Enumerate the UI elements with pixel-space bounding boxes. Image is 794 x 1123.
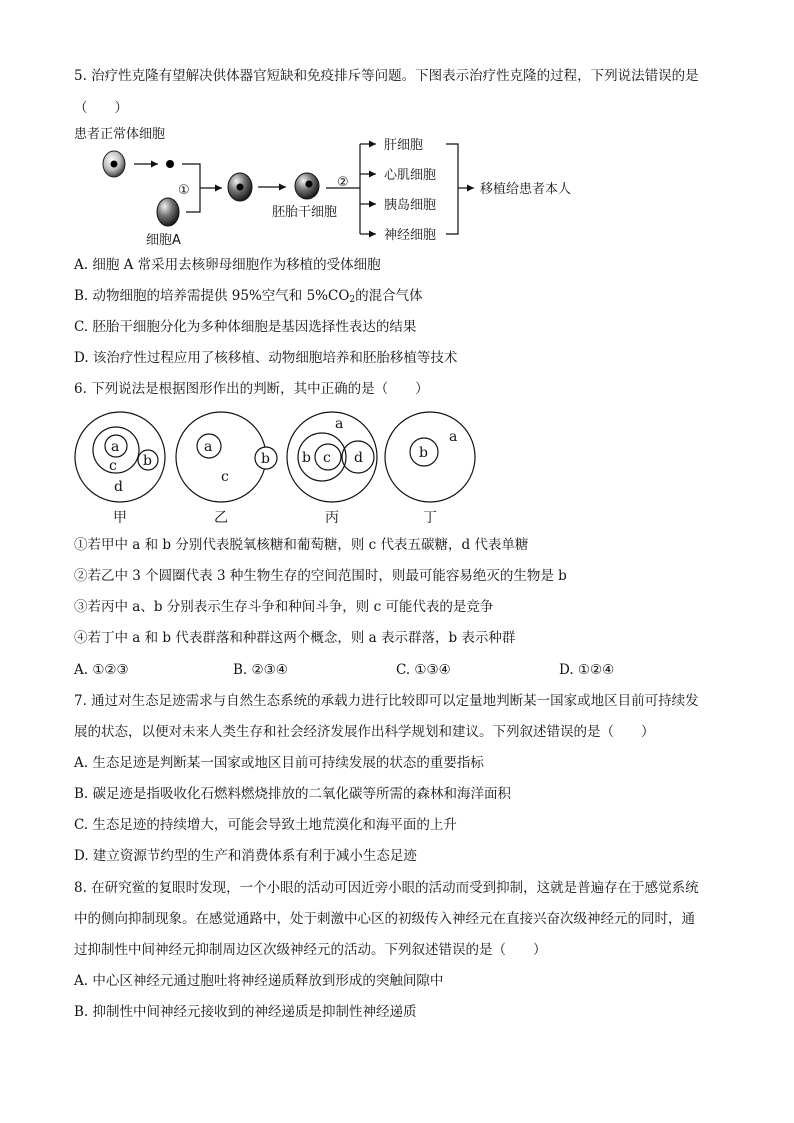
jia-label-d: d bbox=[114, 479, 123, 495]
q5-option-b bbox=[74, 287, 423, 305]
donor-nucleus bbox=[166, 160, 174, 168]
target-cardiac-cell: 心肌细胞 bbox=[384, 168, 437, 183]
stem-cell-label: 胚胎干细胞 bbox=[272, 205, 338, 220]
q7-option-c: C. 生态足迹的持续增大，可能会导致土地荒漠化和海平面的上升 bbox=[74, 817, 457, 833]
figure-jia bbox=[75, 412, 165, 502]
q8-stem-line-3: 过抑制性中间神经元抑制周边区次级神经元的活动。下列叙述错误的是（ ） bbox=[74, 942, 547, 958]
yi-label-b: b bbox=[261, 451, 270, 467]
ding-label-a: a bbox=[449, 429, 458, 445]
q8-option-a: A. 中心区神经元通过胞吐将神经递质释放到形成的突触间隙中 bbox=[74, 973, 444, 989]
ding-outer-circle-a bbox=[385, 412, 475, 502]
cell-a bbox=[157, 198, 179, 226]
q5-option-b-text: B. 动物细胞的培养需提供 95%空气和 5%CO bbox=[74, 288, 350, 304]
q8-stem-line-2: 中的侧向抑制现象。在感觉通路中，处于刺激中心区的初级传入神经元在直接兴奋次级神经元的同时，通 bbox=[74, 911, 695, 927]
q6-stem: 6. 下列说法是根据图形作出的判断，其中正确的是（ ） bbox=[74, 381, 429, 397]
target-liver-cell: 肝细胞 bbox=[384, 138, 424, 153]
figure-bing bbox=[287, 412, 377, 502]
step-2-label: ② bbox=[337, 175, 349, 190]
yi-label-c: c bbox=[221, 469, 229, 485]
patient-cell-nucleus bbox=[111, 161, 118, 168]
bing-label-c: c bbox=[323, 450, 331, 466]
patient-cell-label: 患者正常体细胞 bbox=[74, 127, 166, 142]
venn-figures bbox=[0, 408, 794, 528]
caption-jia: 甲 bbox=[113, 510, 127, 526]
yi-label-a: a bbox=[204, 439, 213, 455]
q5-option-b-tail: 的混合气体 bbox=[355, 288, 423, 304]
q6-statement-2: ②若乙中 3 个圆圈代表 3 种生物生存的空间范围时，则最可能容易绝灭的生物是 b bbox=[74, 568, 567, 584]
figure-ding bbox=[385, 412, 475, 502]
q6-statement-4: ④若丁中 a 和 b 代表群落和种群这两个概念，则 a 表示群落，b 表示种群 bbox=[74, 630, 516, 646]
q7-stem-line-1: 7. 通过对生态足迹需求与自然生态系统的承载力进行比较即可以定量地判断某一国家或地区目前可持续发 bbox=[74, 693, 699, 709]
bing-label-d: d bbox=[354, 450, 363, 466]
ding-label-b: b bbox=[419, 445, 428, 461]
q7-option-a: A. 生态足迹是判断某一国家或地区目前可持续发展的状态的重要指标 bbox=[74, 755, 484, 771]
q6-option-c: C. ①③④ bbox=[396, 662, 451, 678]
caption-yi: 乙 bbox=[214, 510, 228, 526]
reconstructed-egg-nucleus bbox=[237, 184, 244, 191]
q7-option-b: B. 碳足迹是指吸收化石燃料燃烧排放的二氧化碳等所需的森林和海洋面积 bbox=[74, 786, 512, 802]
target-islet-cell: 胰岛细胞 bbox=[384, 198, 437, 213]
bing-label-b: b bbox=[302, 450, 311, 466]
jia-label-a: a bbox=[111, 439, 120, 455]
q5-stem-line-2: （ ） bbox=[74, 100, 128, 116]
figure-yi bbox=[176, 412, 277, 502]
q5-option-b-subscript: 2 bbox=[349, 295, 356, 305]
caption-ding: 丁 bbox=[423, 510, 437, 526]
q5-option-c: C. 胚胎干细胞分化为多种体细胞是基因选择性表达的结果 bbox=[74, 319, 417, 335]
caption-bing: 丙 bbox=[325, 510, 339, 526]
bing-outer-circle-a bbox=[287, 412, 377, 502]
transplant-label: 移植给患者本人 bbox=[480, 182, 572, 197]
jia-label-c: c bbox=[109, 458, 117, 474]
yi-outer-circle bbox=[176, 412, 266, 502]
cloning-diagram bbox=[0, 120, 794, 250]
embryo-cell-nucleus bbox=[306, 181, 313, 188]
bing-label-a: a bbox=[335, 416, 344, 432]
q8-option-b: B. 抑制性中间神经元接收到的神经递质是抑制性神经递质 bbox=[74, 1004, 417, 1020]
branch-bracket-right bbox=[446, 144, 458, 234]
q6-option-a: A. ①②③ bbox=[74, 662, 129, 678]
target-nerve-cell: 神经细胞 bbox=[384, 228, 437, 243]
step-1-label: ① bbox=[178, 183, 190, 198]
q6-option-d: D. ①②④ bbox=[559, 662, 615, 678]
q5-option-d: D. 该治疗性过程应用了核移植、动物细胞培养和胚胎移植等技术 bbox=[74, 350, 458, 366]
q6-statement-3: ③若丙中 a、b 分别表示生存斗争和种间斗争，则 c 可能代表的是竞争 bbox=[74, 599, 494, 615]
q6-statement-1: ①若甲中 a 和 b 分别代表脱氧核糖和葡萄糖，则 c 代表五碳糖，d 代表单糖 bbox=[74, 537, 529, 553]
q6-option-b: B. ②③④ bbox=[233, 662, 288, 678]
cell-a-label: 细胞A bbox=[146, 233, 181, 248]
q7-option-d: D. 建立资源节约型的生产和消费体系有利于减小生态足迹 bbox=[74, 848, 417, 864]
q7-stem-line-2: 展的状态，以便对未来人类生存和社会经济发展作出科学规划和建议。下列叙述错误的是（ ） bbox=[74, 724, 655, 740]
q5-option-a: A. 细胞 A 常采用去核卵母细胞作为移植的受体细胞 bbox=[74, 257, 381, 273]
q5-stem-line-1: 5. 治疗性克隆有望解决供体器官短缺和免疫排斥等问题。下图表示治疗性克隆的过程，下列说法错误的是 bbox=[74, 68, 699, 84]
q8-stem-line-1: 8. 在研究鲎的复眼时发现，一个小眼的活动可因近旁小眼的活动而受到抑制，这就是普遍存在于感觉系统 bbox=[74, 880, 699, 896]
jia-label-b: b bbox=[143, 453, 152, 469]
